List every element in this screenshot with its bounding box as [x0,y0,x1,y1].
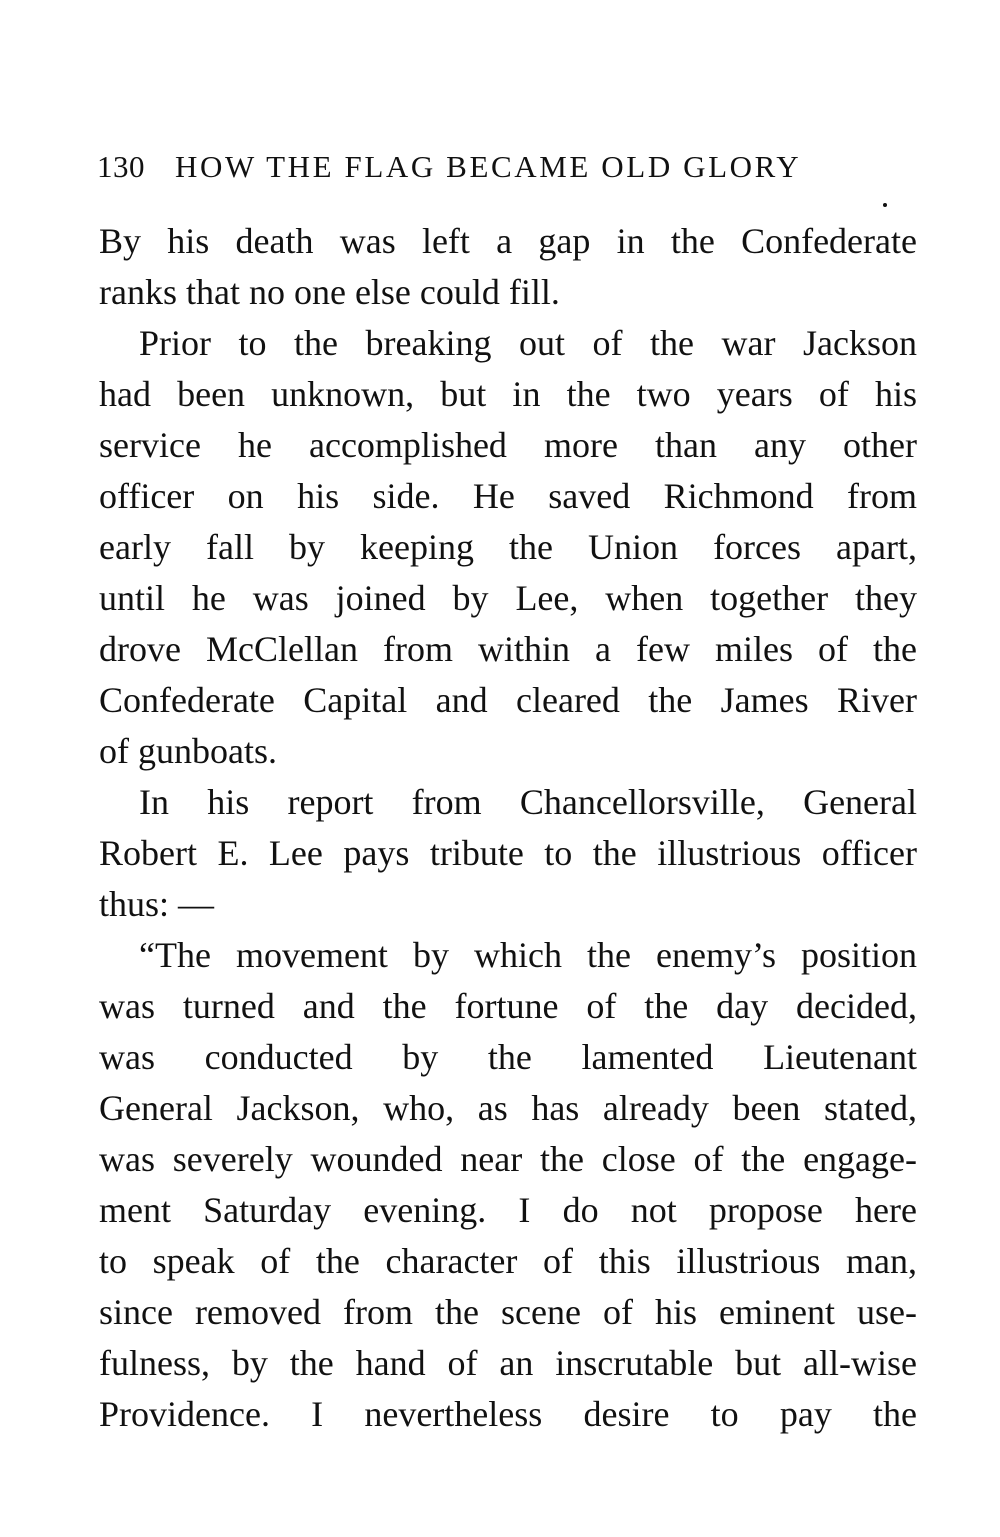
text-line: of gunboats. [99,731,277,771]
text-line: service he accomplished more than any other [99,425,917,465]
running-title: HOW THE FLAG BECAME OLD GLORY [175,149,802,184]
text-line: ment Saturday evening. I do not propose here [99,1190,917,1230]
text-line: was severely wounded near the close of the engage- [99,1139,917,1179]
text-line: since removed from the scene of his eminent use- [99,1292,917,1332]
paragraph-start-line: In his report from Chancellorsville, General [139,782,917,822]
text-line: thus: — [99,884,215,924]
text-line: until he was joined by Lee, when together they [99,578,917,618]
text-line: Confederate Capital and cleared the James River [99,680,917,720]
text-line: ranks that no one else could fill. [99,272,560,312]
text-line: Providence. I nevertheless desire to pay the [99,1394,917,1434]
body-text [99,216,917,1440]
text-line: officer on his side. He saved Richmond from [99,476,917,516]
print-speck [883,203,887,207]
text-line: fulness, by the hand of an inscrutable but all-wise [99,1343,917,1383]
quote-start-line: “The movement by which the enemy’s position [139,935,917,975]
text-line: General Jackson, who, as has already been stated, [99,1088,917,1128]
text-line: early fall by keeping the Union forces apart, [99,527,917,567]
text-line: to speak of the character of this illustrious man, [99,1241,917,1281]
paragraph-start-line: Prior to the breaking out of the war Jackson [139,323,917,363]
text-line: By his death was left a gap in the Confederate [99,221,917,261]
text-line: drove McClellan from within a few miles of the [99,629,917,669]
page-number: 130 [97,149,145,184]
text-line: Robert E. Lee pays tribute to the illustrious officer [99,833,917,873]
text-line: had been unknown, but in the two years of his [99,374,917,414]
running-head [97,142,917,192]
text-line: was turned and the fortune of the day decided, [99,986,917,1026]
text-line: was conducted by the lamented Lieutenant [99,1037,917,1077]
